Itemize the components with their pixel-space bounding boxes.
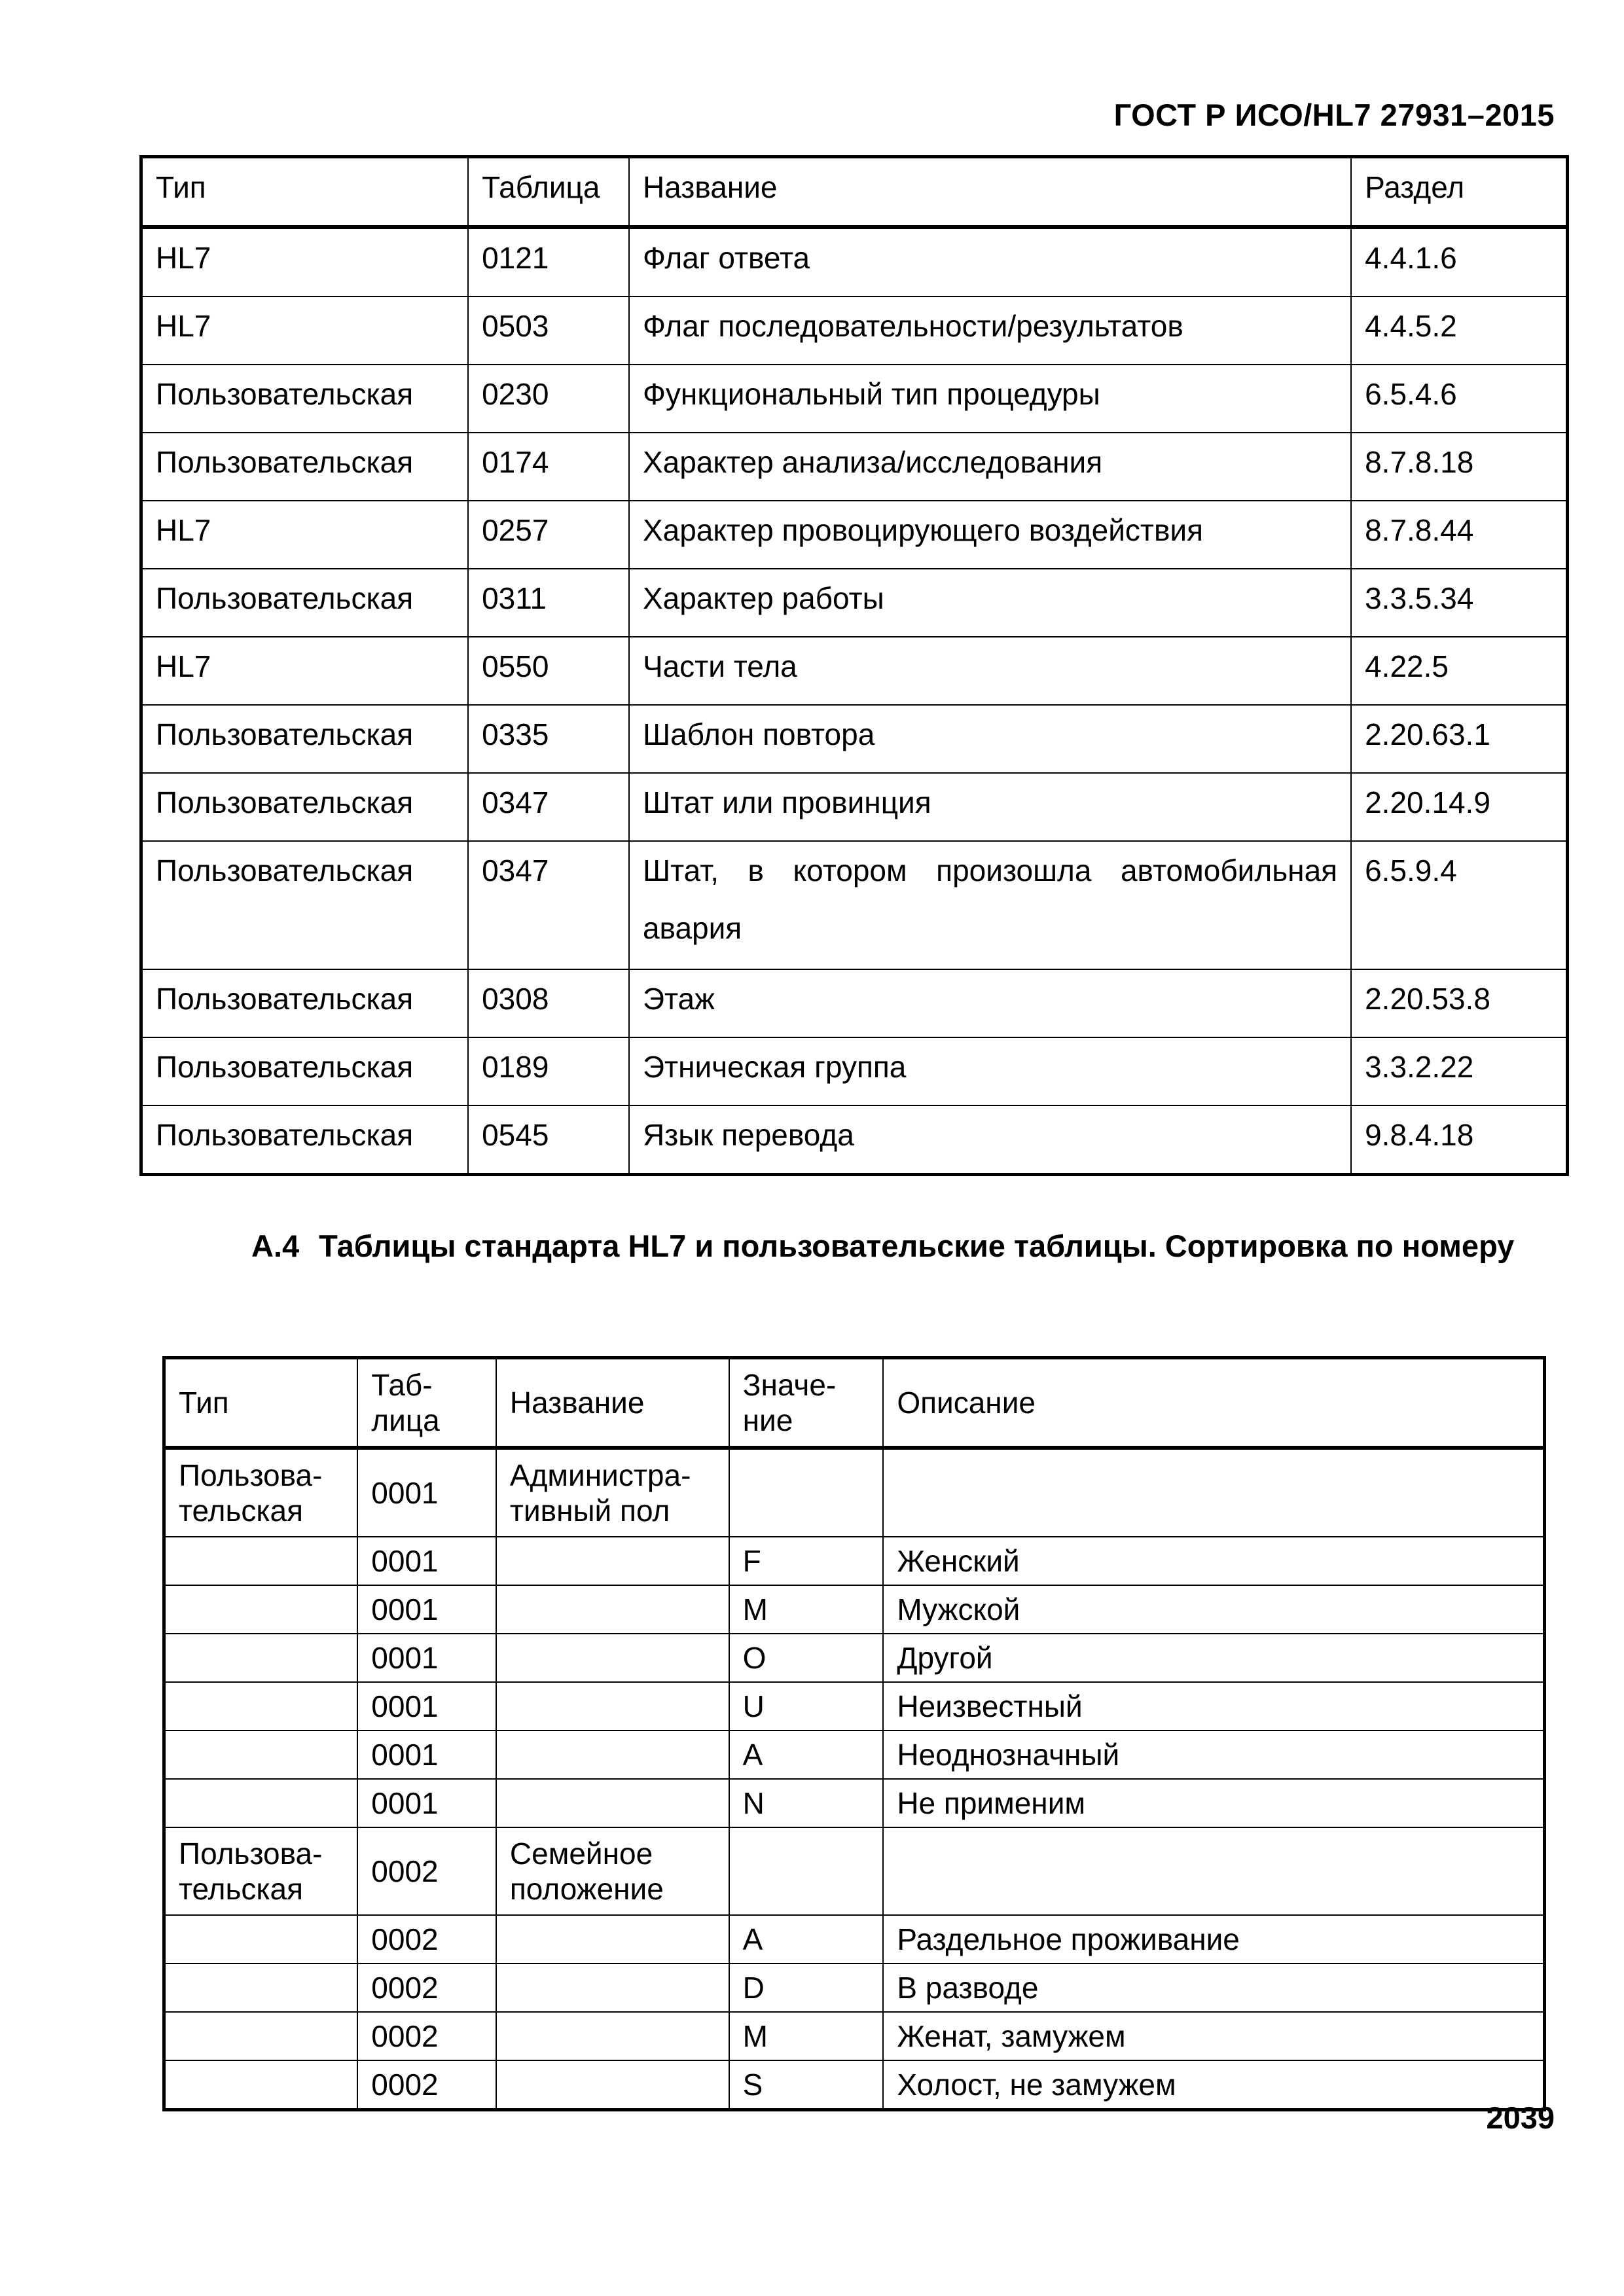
cell-description: Мужской: [883, 1585, 1544, 1634]
cell-type: [164, 1585, 358, 1634]
cell-description: [883, 1448, 1544, 1537]
column-header-value: Значе-ние: [729, 1358, 884, 1448]
cell-table: 0001: [357, 1779, 496, 1827]
section-heading: [251, 1217, 1521, 1275]
cell-section: 8.7.8.44: [1351, 501, 1567, 569]
table-header-row: [141, 157, 1568, 228]
table-row: [141, 569, 1568, 637]
table-row: [164, 2060, 1545, 2110]
cell-table: 0002: [357, 2060, 496, 2110]
column-header-section: Раздел: [1351, 157, 1567, 228]
cell-table: 0002: [357, 1827, 496, 1915]
cell-type: Пользовательская: [141, 1037, 469, 1105]
column-header-table: Таблица: [468, 157, 629, 228]
cell-table: 0189: [468, 1037, 629, 1105]
cell-type: Пользовательская: [141, 773, 469, 841]
cell-type: [164, 2012, 358, 2060]
cell-type: Пользова-тельская: [164, 1827, 358, 1915]
table-sorted-by-number: [162, 1356, 1546, 2111]
cell-value: F: [729, 1537, 884, 1585]
cell-table: 0002: [357, 1915, 496, 1964]
cell-name: [496, 1731, 729, 1779]
cell-name: [496, 1537, 729, 1585]
cell-value: A: [729, 1731, 884, 1779]
column-header-table: Таб-лица: [357, 1358, 496, 1448]
cell-type: [164, 1779, 358, 1827]
cell-name: Штат, в котором произошла автомобильная авария: [629, 841, 1351, 969]
cell-name: [496, 1682, 729, 1731]
cell-type: Пользова-тельская: [164, 1448, 358, 1537]
table-row: [164, 1537, 1545, 1585]
cell-table: 0503: [468, 296, 629, 365]
cell-table: 0545: [468, 1105, 629, 1175]
cell-name: Шаблон повтора: [629, 705, 1351, 773]
table-row: [164, 1634, 1545, 1682]
table-row: [141, 296, 1568, 365]
table-row: [164, 1731, 1545, 1779]
cell-table: 0347: [468, 841, 629, 969]
cell-table: 0257: [468, 501, 629, 569]
column-header-name: Название: [496, 1358, 729, 1448]
table-row: [141, 637, 1568, 705]
cell-type: Пользовательская: [141, 569, 469, 637]
cell-description: Женский: [883, 1537, 1544, 1585]
cell-description: Женат, замужем: [883, 2012, 1544, 2060]
cell-type: Пользовательская: [141, 705, 469, 773]
cell-description: Не применим: [883, 1779, 1544, 1827]
table-row: [164, 1915, 1545, 1964]
table-row: [164, 1779, 1545, 1827]
cell-type: [164, 1915, 358, 1964]
column-header-type: Тип: [141, 157, 469, 228]
cell-type: Пользовательская: [141, 365, 469, 433]
cell-section: 2.20.53.8: [1351, 969, 1567, 1037]
cell-name: [496, 1779, 729, 1827]
table-header-row: [164, 1358, 1545, 1448]
cell-section: 3.3.5.34: [1351, 569, 1567, 637]
cell-type: Пользовательская: [141, 1105, 469, 1175]
cell-type: HL7: [141, 501, 469, 569]
column-header-type: Тип: [164, 1358, 358, 1448]
cell-value: S: [729, 2060, 884, 2110]
column-header-name: Название: [629, 157, 1351, 228]
cell-value: A: [729, 1915, 884, 1964]
cell-name: Части тела: [629, 637, 1351, 705]
cell-type: [164, 1634, 358, 1682]
table-row: [141, 969, 1568, 1037]
cell-name: [496, 1634, 729, 1682]
cell-description: [883, 1827, 1544, 1915]
cell-name: Флаг последовательности/результатов: [629, 296, 1351, 365]
cell-section: 6.5.9.4: [1351, 841, 1567, 969]
table-row: [164, 1585, 1545, 1634]
cell-section: 2.20.14.9: [1351, 773, 1567, 841]
cell-type: HL7: [141, 227, 469, 296]
cell-name: Характер анализа/исследования: [629, 433, 1351, 501]
cell-table: 0002: [357, 1964, 496, 2012]
section-title: Таблицы стандарта HL7 и пользовательские таблицы. Сортировка по номеру: [319, 1229, 1515, 1263]
cell-section: 2.20.63.1: [1351, 705, 1567, 773]
section-number: А.4: [251, 1229, 300, 1263]
cell-name: [496, 2060, 729, 2110]
cell-description: Другой: [883, 1634, 1544, 1682]
cell-name: [496, 1585, 729, 1634]
cell-table: 0121: [468, 227, 629, 296]
cell-section: 4.4.1.6: [1351, 227, 1567, 296]
cell-description: Раздельное проживание: [883, 1915, 1544, 1964]
cell-type: HL7: [141, 637, 469, 705]
cell-description: Неоднозначный: [883, 1731, 1544, 1779]
table-row: [164, 1827, 1545, 1915]
page-number: 2039: [1486, 2100, 1555, 2135]
table-row: [141, 227, 1568, 296]
cell-value: D: [729, 1964, 884, 2012]
table-row: [141, 365, 1568, 433]
cell-description: Холост, не замужем: [883, 2060, 1544, 2110]
cell-table: 0001: [357, 1537, 496, 1585]
cell-table: 0001: [357, 1731, 496, 1779]
cell-section: 9.8.4.18: [1351, 1105, 1567, 1175]
table-row: [141, 773, 1568, 841]
cell-name: [496, 1964, 729, 2012]
table-row: [164, 1448, 1545, 1537]
cell-name: Флаг ответа: [629, 227, 1351, 296]
table-row: [164, 1682, 1545, 1731]
cell-table: 0001: [357, 1448, 496, 1537]
cell-type: [164, 2060, 358, 2110]
document-standard-header: ГОСТ Р ИСО/HL7 27931–2015: [1113, 98, 1555, 132]
cell-section: 6.5.4.6: [1351, 365, 1567, 433]
cell-table: 0002: [357, 2012, 496, 2060]
cell-name: Штат или провинция: [629, 773, 1351, 841]
cell-value: [729, 1448, 884, 1537]
cell-type: [164, 1682, 358, 1731]
table-row: [164, 2012, 1545, 2060]
cell-value: U: [729, 1682, 884, 1731]
cell-type: [164, 1537, 358, 1585]
cell-table: 0001: [357, 1634, 496, 1682]
table-row: [141, 1105, 1568, 1175]
cell-name: Администра-тивный пол: [496, 1448, 729, 1537]
cell-type: [164, 1731, 358, 1779]
cell-name: Семейное положение: [496, 1827, 729, 1915]
cell-name: Характер работы: [629, 569, 1351, 637]
cell-type: HL7: [141, 296, 469, 365]
cell-section: 3.3.2.22: [1351, 1037, 1567, 1105]
cell-type: Пользовательская: [141, 433, 469, 501]
cell-value: [729, 1827, 884, 1915]
cell-name: [496, 1915, 729, 1964]
cell-table: 0335: [468, 705, 629, 773]
table-row: [141, 705, 1568, 773]
table-row: [141, 841, 1568, 969]
cell-name: Этническая группа: [629, 1037, 1351, 1105]
cell-value: O: [729, 1634, 884, 1682]
cell-type: Пользовательская: [141, 969, 469, 1037]
cell-type: [164, 1964, 358, 2012]
cell-table: 0001: [357, 1585, 496, 1634]
cell-table: 0347: [468, 773, 629, 841]
cell-table: 0001: [357, 1682, 496, 1731]
cell-table: 0311: [468, 569, 629, 637]
cell-name: Язык перевода: [629, 1105, 1351, 1175]
table-row: [141, 1037, 1568, 1105]
cell-table: 0308: [468, 969, 629, 1037]
cell-name: Этаж: [629, 969, 1351, 1037]
table-sorted-by-name: [139, 155, 1569, 1176]
cell-name: Характер провоцирующего воздействия: [629, 501, 1351, 569]
table-row: [164, 1964, 1545, 2012]
cell-name: Функциональный тип процедуры: [629, 365, 1351, 433]
cell-value: M: [729, 2012, 884, 2060]
column-header-description: Описание: [883, 1358, 1544, 1448]
cell-description: В разводе: [883, 1964, 1544, 2012]
cell-table: 0174: [468, 433, 629, 501]
cell-table: 0230: [468, 365, 629, 433]
cell-section: 4.22.5: [1351, 637, 1567, 705]
table-row: [141, 433, 1568, 501]
cell-section: 4.4.5.2: [1351, 296, 1567, 365]
cell-value: N: [729, 1779, 884, 1827]
table-row: [141, 501, 1568, 569]
cell-section: 8.7.8.18: [1351, 433, 1567, 501]
cell-name: [496, 2012, 729, 2060]
cell-description: Неизвестный: [883, 1682, 1544, 1731]
cell-type: Пользовательская: [141, 841, 469, 969]
cell-table: 0550: [468, 637, 629, 705]
cell-value: M: [729, 1585, 884, 1634]
